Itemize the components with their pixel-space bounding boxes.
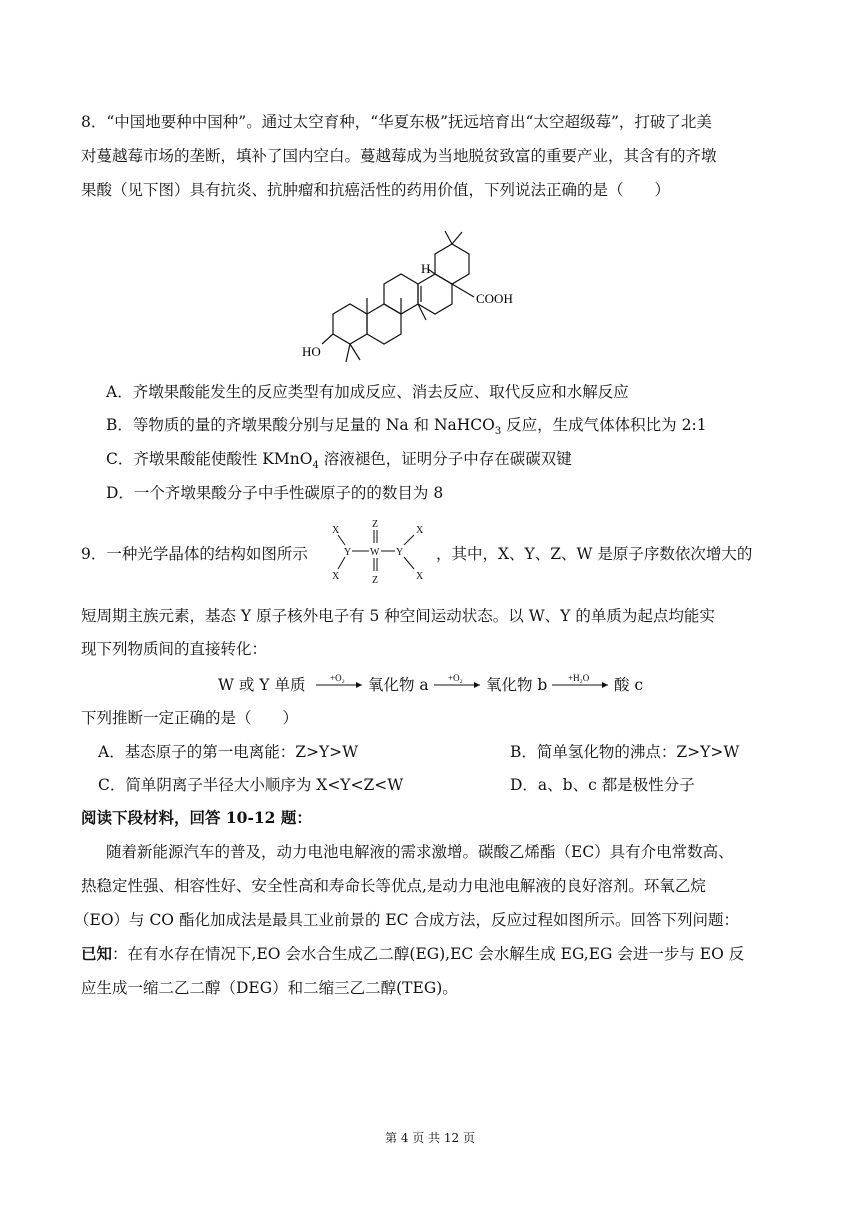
svg-text:Z: Z: [372, 519, 379, 530]
reading-heading: 阅读下段材料，回答 10-12 题：: [81, 808, 312, 827]
cooh-label: COOH: [476, 291, 513, 306]
reading-paragraph-line-1: 随着新能源汽车的普及，动力电池电解液的需求激增。碳酸乙烯酯（EC）具有介电常数高、: [106, 843, 734, 861]
svg-text:+O₂: +O₂: [330, 673, 345, 683]
q8-stem-line-3: 果酸（见下图）具有抗炎、抗肿瘤和抗癌活性的药用价值，下列说法正确的是（ ）: [81, 181, 671, 199]
reading-paragraph-line-2: 热稳定性强、相容性好、安全性高和寿命长等优点,是动力电池电解液的良好溶剂。环氧乙烷: [81, 877, 706, 895]
svg-text:W: W: [370, 547, 380, 558]
svg-text:X: X: [332, 571, 340, 582]
q8-stem-line-2: 对蔓越莓市场的垄断，填补了国内空白。蔓越莓成为当地脱贫致富的重要产业，其含有的齐墩: [81, 147, 717, 165]
arrow-icon: [550, 672, 612, 694]
svg-text:Y: Y: [344, 547, 352, 558]
q8-option-d: D．一个齐墩果酸分子中手性碳原子的的数目为 8: [106, 484, 444, 502]
ho-label: HO: [302, 344, 321, 359]
q9-option-c: C．简单阴离子半径大小顺序为 X<Y<Z<W: [98, 776, 404, 794]
crystal-structure-diagram: [323, 517, 433, 587]
svg-text:X: X: [416, 571, 424, 582]
scheme-oxide-a: 氧化物 a: [368, 676, 429, 694]
q8-stem-line-1: 8．“中国地要种中国种”。通过太空育种，“华夏东极”抚远培育出“太空超级莓”，打破了北美: [81, 113, 712, 131]
h-label: H: [421, 261, 431, 276]
svg-text:+H₂O: +H₂O: [568, 673, 590, 683]
q9-stem-line-3: 现下列物质间的直接转化：: [81, 640, 268, 658]
reading-paragraph-line-5: 应生成一缩二乙二醇（DEG）和二缩三乙二醇(TEG)。: [81, 979, 458, 997]
q9-stem-line-2: 短周期主族元素，基态 Y 原子核外电子有 5 种空间运动状态。以 W、Y 的单质为起点均能实: [81, 607, 715, 625]
q9-option-b: B．简单氢化物的沸点：Z>Y>W: [510, 743, 740, 761]
q9-option-a: A．基态原子的第一电离能：Z>Y>W: [98, 743, 359, 761]
scheme-oxide-b: 氧化物 b: [486, 676, 548, 694]
scheme-acid-c: 酸 c: [614, 676, 644, 694]
q8-option-c: C．齐墩果酸能使酸性 KMnO$_4$ 溶液褪色，证明分子中存在碳碳双键: [106, 450, 572, 472]
svg-text:X: X: [416, 525, 424, 536]
q9-stem-line-4: 下列推断一定正确的是（ ）: [81, 709, 299, 727]
q9-stem-line-1a: 9．一种光学晶体的结构如图所示: [81, 545, 308, 563]
known-label: 已知: [81, 944, 113, 963]
svg-text:X: X: [332, 525, 340, 536]
reading-paragraph-line-3: （EO）与 CO 酯化加成法是最具工业前景的 EC 合成方法，反应过程如图所示。回答下列问题：: [74, 911, 739, 929]
q9-option-d: D．a、b、c 都是极性分子: [510, 776, 695, 794]
svg-text:+O₂: +O₂: [448, 673, 463, 683]
oleanolic-acid-structure: [290, 222, 530, 372]
q8-option-a: A．齐墩果酸能发生的反应类型有加成反应、消去反应、取代反应和水解反应: [106, 383, 629, 401]
page-number: 第 4 页 共 12 页: [385, 1131, 475, 1145]
arrow-icon: [432, 672, 484, 694]
scheme-start: W 或 Y 单质: [218, 676, 306, 694]
q9-stem-line-1b: ，其中，X、Y、Z、W 是原子序数依次增大的: [436, 545, 753, 563]
arrow-icon: [314, 672, 366, 694]
reading-known-line: 已知：在有水存在情况下,EO 会水合生成乙二醇(EG),EC 会水解生成 EG,EG 会进一步与 EO 反: [81, 944, 745, 963]
svg-text:Z: Z: [372, 575, 379, 586]
svg-text:Y: Y: [396, 547, 404, 558]
q8-option-b: B．等物质的量的齐墩果酸分别与足量的 Na 和 NaHCO$_3$ 反应，生成气体体积比为 2:1: [106, 416, 707, 438]
